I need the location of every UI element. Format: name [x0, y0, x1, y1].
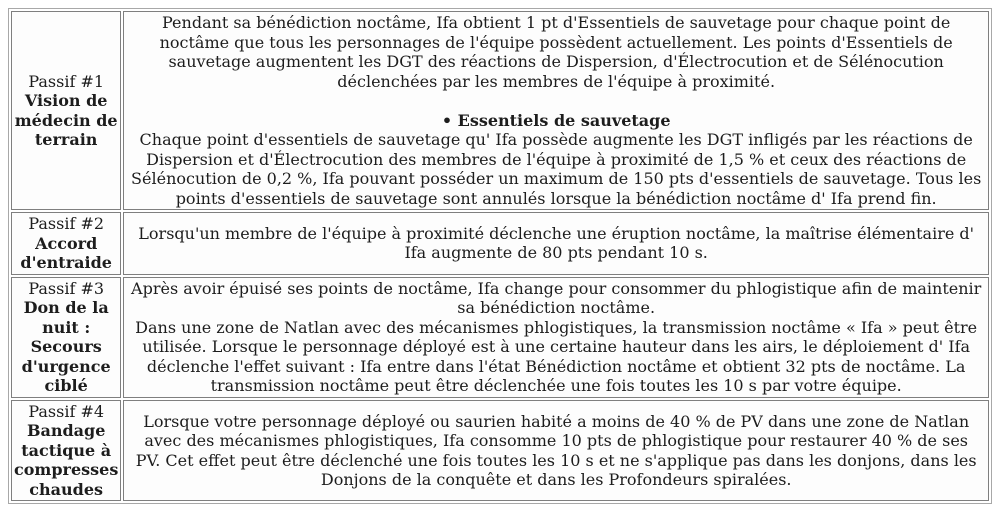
passive-label-cell [11, 400, 121, 502]
table-row [11, 277, 989, 398]
blank-line [130, 91, 982, 111]
table-row [11, 11, 989, 210]
passive-number: Passif #1 [28, 71, 105, 91]
passive-number: Passif #4 [28, 401, 105, 421]
character-passives-table [8, 8, 992, 504]
passive-description-cell [123, 212, 989, 275]
passive-label-cell [11, 277, 121, 398]
passive-number: Passif #3 [28, 278, 105, 298]
passives-table-body [11, 11, 989, 501]
passive-name: Bandage tactique à compresses chaudes [14, 421, 119, 499]
passive-name: Vision de médecin de terrain [14, 91, 118, 150]
passive-description-cell [123, 400, 989, 502]
passive-label-cell [11, 11, 121, 210]
passive-label-cell [11, 212, 121, 275]
passive-description-cell [123, 277, 989, 398]
description-text: Lorsque votre personnage déployé ou saurien habité a moins de 40 % de PV dans une zone de Natlan avec des mécanismes phlogistiques, Ifa consomme 10 pts de phlogistique pour restaurer 40 % de ses PV. Cet effet peut être déclenché une fois toutes les 10 s et ne s'applique pas dans les donjons, dans les Donjons de la conquête et dans les Profondeurs spiralées. [135, 411, 977, 490]
description-heading: • Essentiels de sauvetage [441, 110, 671, 130]
passive-description-cell [123, 11, 989, 210]
description-text: Après avoir épuisé ses points de noctâme, Ifa change pour consommer du phlogistique afin de maintenir sa bénédiction noctâme. [131, 278, 982, 318]
passive-name: Accord d'entraide [20, 233, 112, 273]
description-text: Pendant sa bénédiction noctâme, Ifa obtient 1 pt d'Essentiels de sauvetage pour chaque point de noctâme que tous les personnages de l'équipe possèdent actuellement. Les points d'Essentiels de sauvetage augmentent les DGT des réactions de Dispersion, d'Électrocution et de Sélénocution déclenchées par les membres de l'équipe à proximité. [159, 13, 953, 91]
description-text: Chaque point d'essentiels de sauvetage qu' Ifa possède augmente les DGT infligés par les réactions de Dispersion et d'Électrocution des membres de l'équipe à proximité de 1,5 % et ceux des réactions de Sélénocution de 0,2 %, Ifa pouvant posséder un maximum de 150 pts d'essentiels de sauvetage. Tous les points d'essentiels de sauvetage sont annulés lorsque la bénédiction noctâme d' Ifa prend fin. [131, 130, 982, 208]
passive-number: Passif #2 [28, 214, 105, 234]
passive-name: Don de la nuit : Secours d'urgence ciblé [21, 298, 111, 396]
table-row [11, 400, 989, 502]
table-row [11, 212, 989, 275]
description-text: Lorsqu'un membre de l'équipe à proximité déclenche une éruption noctâme, la maîtrise élémentaire d' Ifa augmente de 80 pts pendant 10 s. [138, 223, 975, 263]
description-text: Dans une zone de Natlan avec des mécanismes phlogistiques, la transmission noctâme « Ifa » peut être utilisée. Lorsque le personnage déployé est à une certaine hauteur dans les airs, le déploiement d' Ifa déclenche l'effet suivant : Ifa entre dans l'état Bénédiction noctâme et obtient 32 pts de noctâme. La transmission noctâme peut être déclenchée une fois toutes les 10 s par votre équipe. [135, 317, 978, 396]
